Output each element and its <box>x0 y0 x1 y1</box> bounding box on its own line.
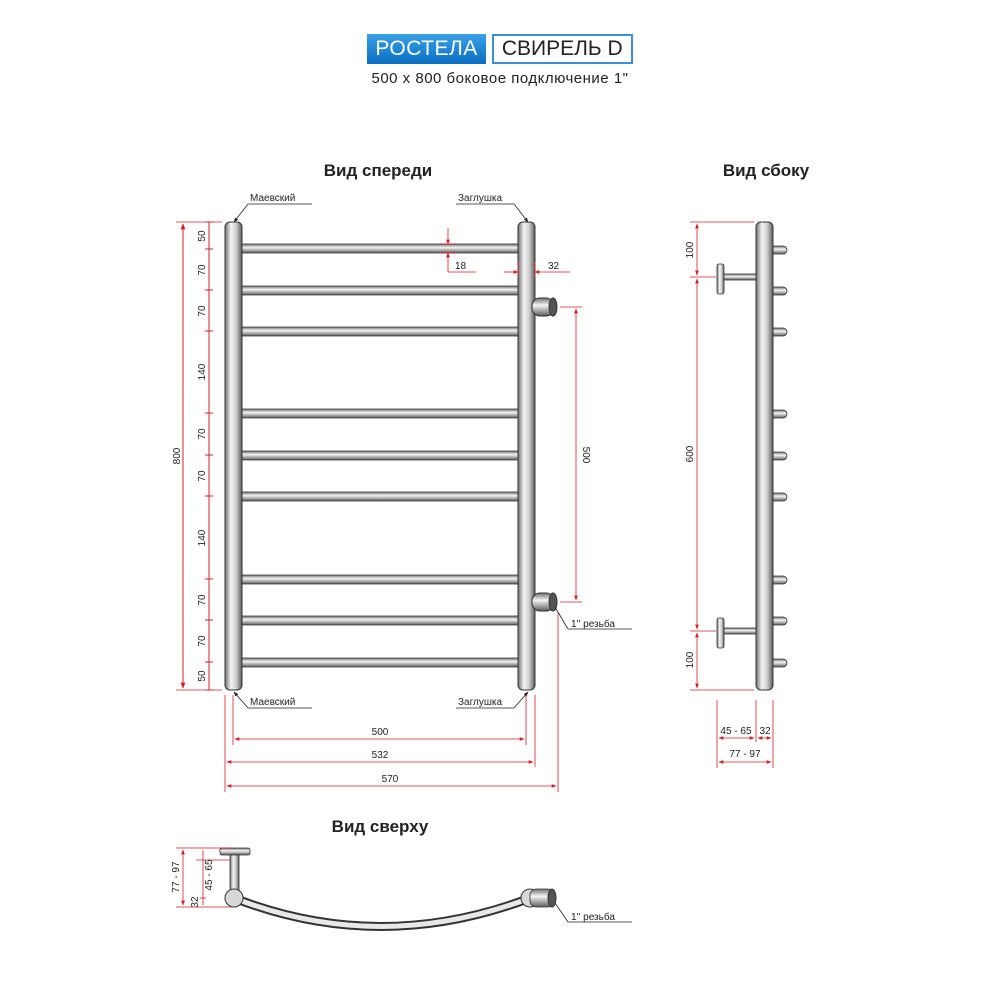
bottom-connector <box>532 593 557 611</box>
top-connector <box>532 298 557 316</box>
side-view-title: Вид сбоку <box>722 161 810 180</box>
height-800-value: 800 <box>172 447 183 465</box>
connection-distance-value: 500 <box>580 446 591 464</box>
model-name: СВИРЕЛЬ D <box>492 34 633 64</box>
rung-thickness-value: 18 <box>455 261 467 272</box>
rung <box>232 451 524 460</box>
subtitle: 500 x 800 боковое подключение 1" <box>371 70 629 87</box>
rungs <box>232 244 524 667</box>
top-depth-inner-value: 32 <box>190 896 201 908</box>
width-570-value: 570 <box>381 774 399 785</box>
spacing-label: 70 <box>197 594 208 606</box>
rung <box>232 658 524 667</box>
right-post <box>518 222 535 690</box>
post-width-value: 32 <box>548 261 560 272</box>
maevsky-top-label: Маевский <box>250 193 296 204</box>
side-top-offset-value: 100 <box>685 241 696 259</box>
side-bottom-offset-value: 100 <box>685 651 696 669</box>
rung <box>232 616 524 625</box>
spacing-label: 50 <box>197 670 208 682</box>
brand-logo: РОСТЕЛА <box>367 34 485 64</box>
spacing-label: 50 <box>197 230 208 242</box>
spacing-chain <box>205 222 213 690</box>
plug-bottom-label: Заглушка <box>458 697 503 708</box>
left-post <box>225 222 242 690</box>
rung <box>232 409 524 418</box>
spacing-label: 140 <box>197 363 208 381</box>
spacing-label: 70 <box>197 470 208 482</box>
side-post-value: 32 <box>759 726 771 737</box>
side-bracket-distance-value: 600 <box>685 445 696 463</box>
side-depth-inner-value: 45 - 65 <box>720 726 752 737</box>
rung <box>232 286 524 295</box>
thread-front-label: 1'' резьба <box>571 619 615 630</box>
side-bottom-bracket <box>717 618 756 648</box>
spacing-label: 140 <box>197 529 208 547</box>
side-post <box>756 222 773 690</box>
spacing-label: 70 <box>197 264 208 276</box>
thread-top-label: 1'' резьба <box>571 912 615 923</box>
rung <box>232 492 524 501</box>
maevsky-bottom-label: Маевский <box>250 697 296 708</box>
side-depth-total-value: 77 - 97 <box>729 749 761 760</box>
rung <box>232 575 524 584</box>
rung <box>232 244 524 253</box>
side-top-bracket <box>717 264 756 294</box>
width-500-value: 500 <box>371 727 389 738</box>
top-depth-total-value: 77 - 97 <box>171 861 182 893</box>
width-532-value: 532 <box>371 750 389 761</box>
spacing-label: 70 <box>197 635 208 647</box>
spacing-label: 70 <box>197 305 208 317</box>
top-depth-range-value: 45 - 65 <box>204 859 215 891</box>
plug-top-label: Заглушка <box>458 193 503 204</box>
post-width-dimension <box>504 262 570 278</box>
connection-distance-dimension <box>560 307 582 602</box>
top-view-title: Вид сверху <box>331 817 429 836</box>
spacing-label: 70 <box>197 428 208 440</box>
rung <box>232 327 524 336</box>
top-view-drawing <box>220 848 556 927</box>
front-view-title: Вид спереди <box>323 161 433 180</box>
